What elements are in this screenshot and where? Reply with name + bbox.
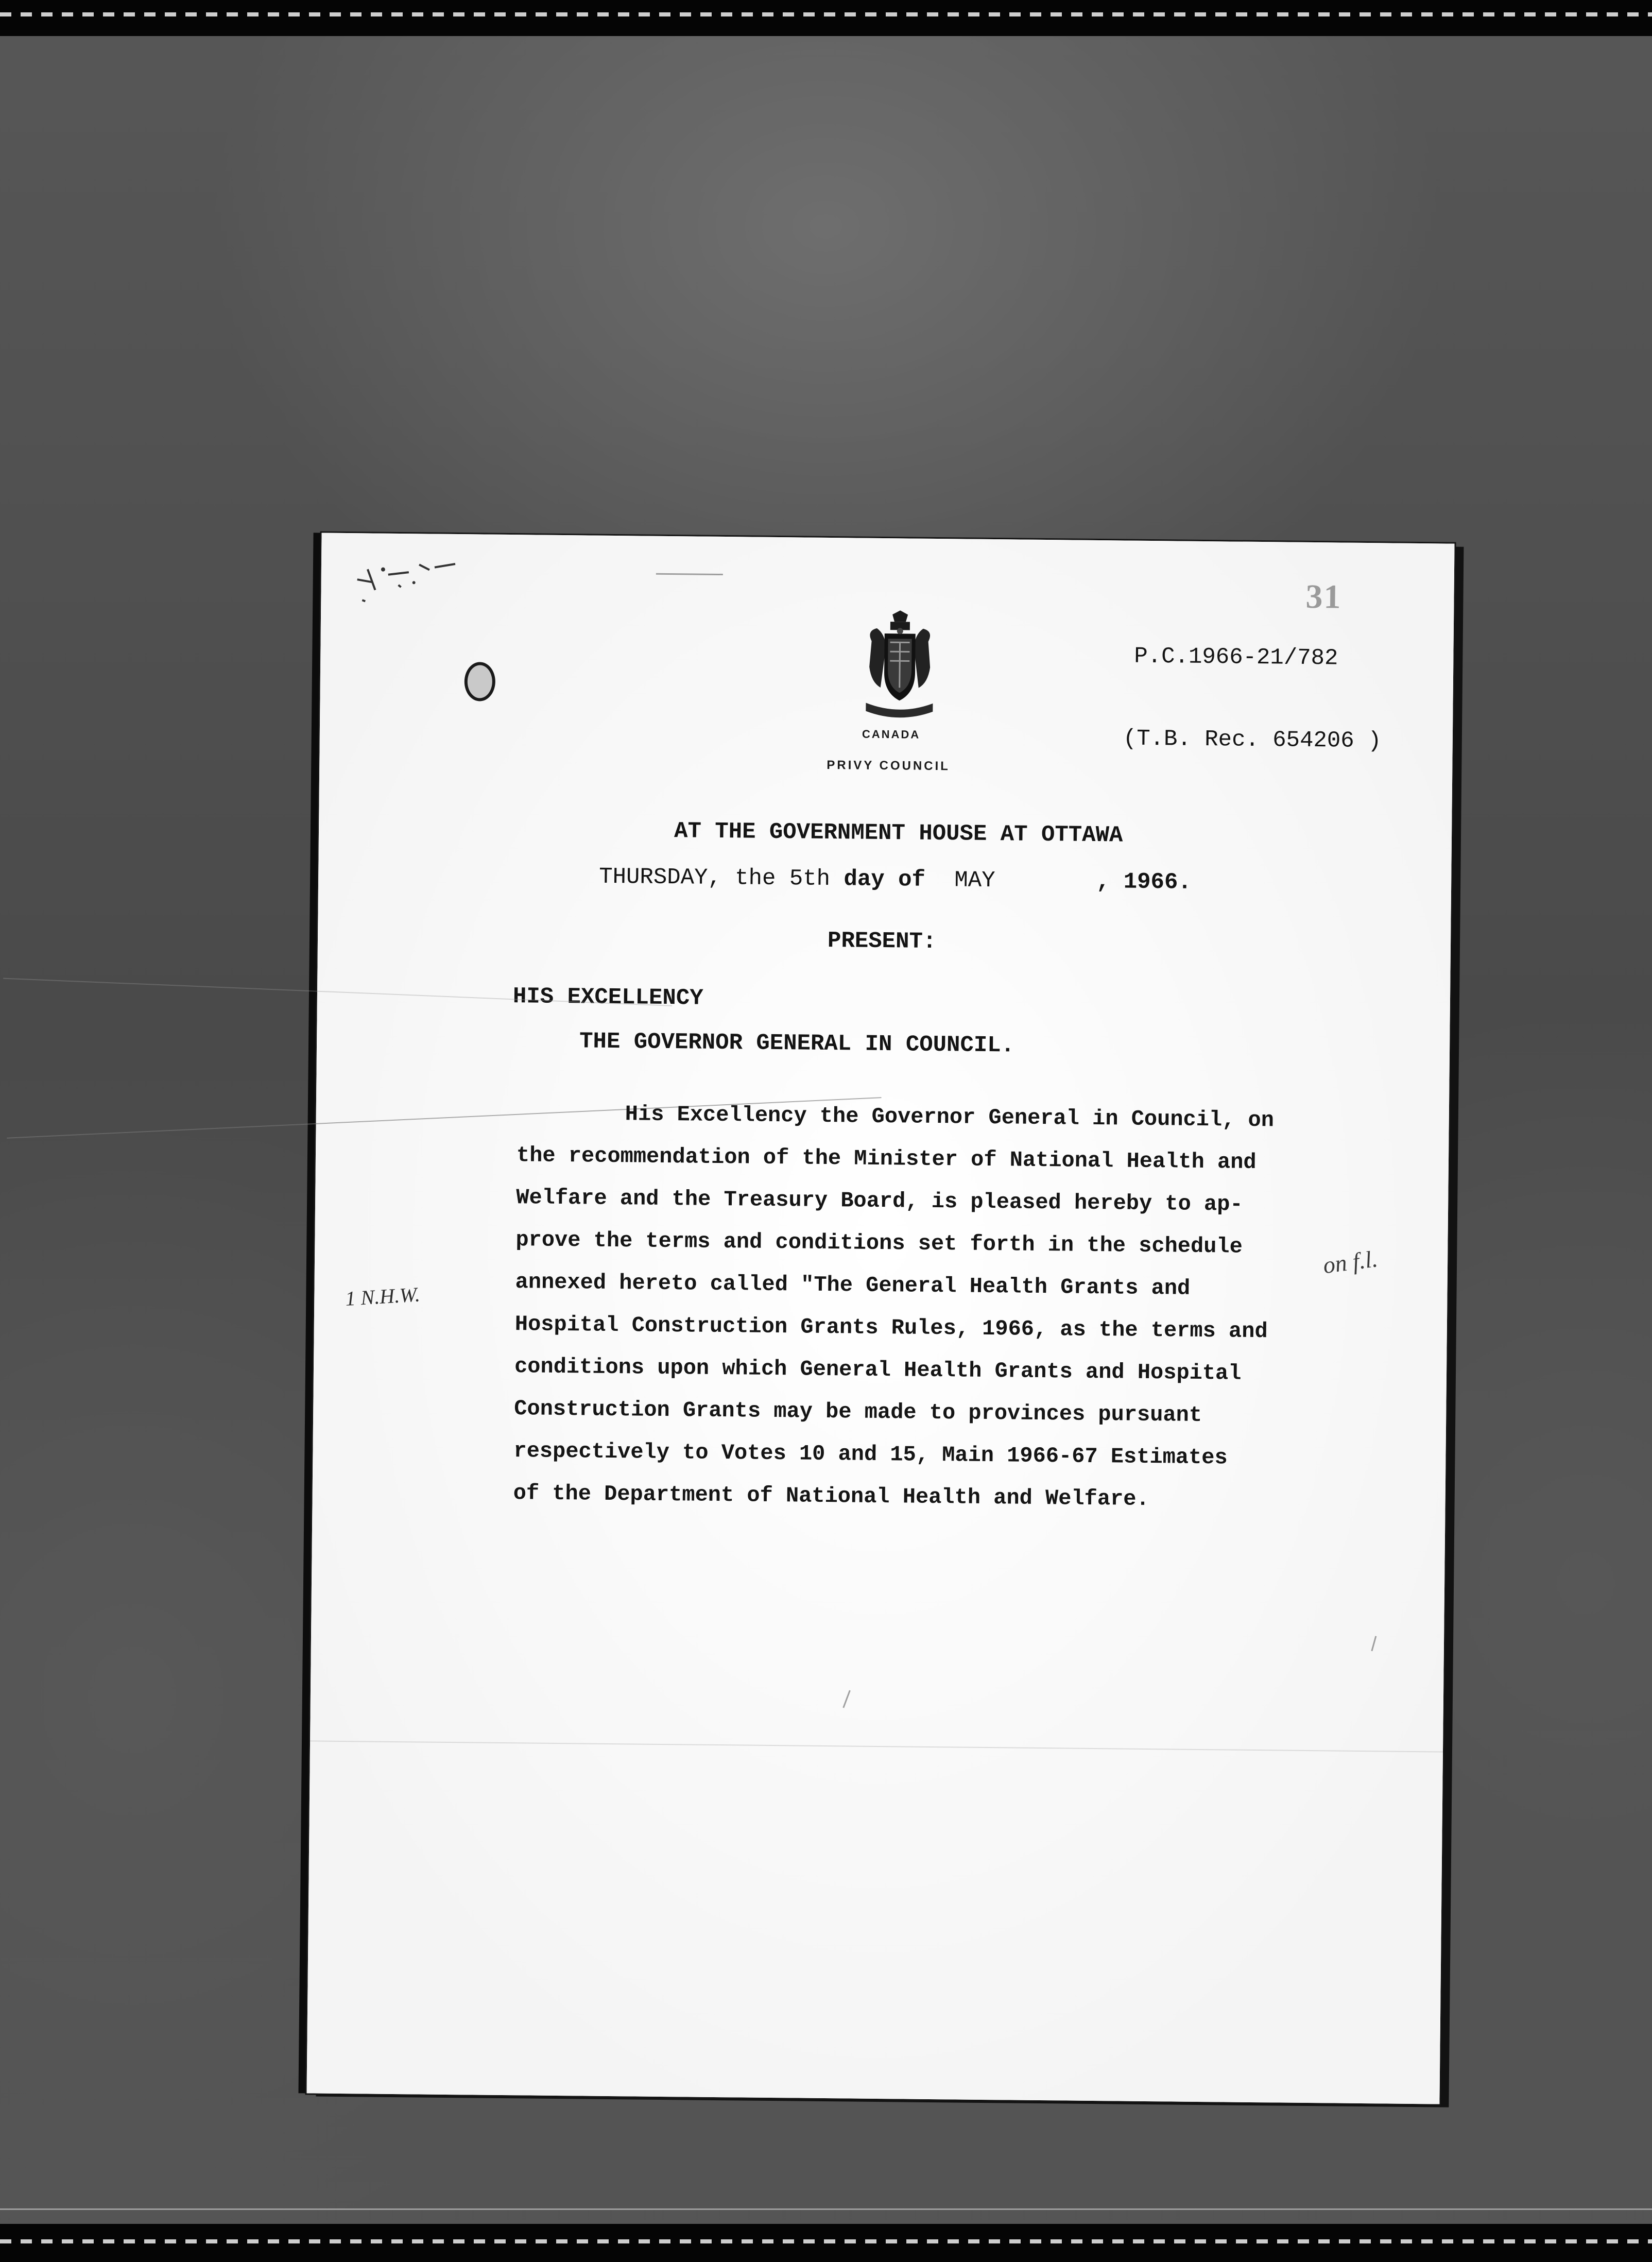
page-number: 31: [1305, 577, 1342, 616]
body-line: annexed hereto called "The General Health Grants and: [515, 1270, 1191, 1301]
body-line: prove the terms and conditions set forth in the schedule: [515, 1227, 1243, 1259]
date-day-word: day of: [844, 866, 926, 893]
date-weekday: THURSDAY, the: [598, 864, 776, 892]
body-line: the recommendation of the Minister of National Health and: [516, 1143, 1257, 1175]
governor-line: THE GOVERNOR GENERAL IN COUNCIL.: [579, 1029, 1015, 1059]
punch-hole-icon: [464, 662, 495, 701]
order-body: [513, 1092, 1372, 1522]
body-line: Hospital Construction Grants Rules, 1966, as the terms and: [514, 1312, 1268, 1344]
royal-coat-of-arms-icon: [855, 610, 944, 724]
film-sprocket-row: [0, 2239, 1652, 2243]
emblem-caption: CANADA: [862, 727, 921, 741]
date-day: 5th: [789, 866, 831, 893]
margin-note-left: 1 N.H.W.: [345, 1282, 421, 1311]
body-line: Construction Grants may be made to provinces pursuant: [514, 1396, 1202, 1428]
date-line: [599, 864, 1192, 896]
present-label: PRESENT:: [827, 928, 937, 955]
body-line: of the Department of National Health and Welfare.: [513, 1481, 1149, 1512]
pencil-mark: [842, 1690, 850, 1708]
film-sprocket-row: [0, 12, 1652, 16]
office-label: PRIVY COUNCIL: [827, 758, 951, 774]
margin-note-right: on f.l.: [1321, 1245, 1380, 1279]
paper-crease: [310, 1740, 1443, 1752]
body-line: respectively to Votes 10 and 15, Main 1966-67 Estimates: [513, 1438, 1228, 1470]
film-edge-line: [0, 2208, 1652, 2210]
body-line: Welfare and the Treasury Board, is pleased hereby to ap-: [515, 1185, 1243, 1217]
order-number: P.C.1966-21/782: [1134, 643, 1338, 672]
date-month: MAY: [954, 867, 995, 894]
treasury-reference: (T.B. Rec. 654206 ): [1123, 726, 1382, 755]
corner-pencil-marks: [352, 554, 471, 616]
order-in-council-page: [307, 533, 1455, 2104]
pencil-mark: [1371, 1636, 1376, 1651]
body-line: conditions upon which General Health Grants and Hospital: [514, 1354, 1242, 1386]
pencil-dash: [656, 573, 723, 575]
date-year: , 1966.: [1096, 868, 1192, 896]
excellency-line: HIS EXCELLENCY: [512, 984, 703, 1012]
place-heading: AT THE GOVERNMENT HOUSE AT OTTAWA: [674, 818, 1123, 849]
body-line: His Excellency the Governor General in Council, on: [625, 1102, 1275, 1133]
film-border-bottom: [0, 2224, 1652, 2262]
film-border-top: [0, 0, 1652, 36]
